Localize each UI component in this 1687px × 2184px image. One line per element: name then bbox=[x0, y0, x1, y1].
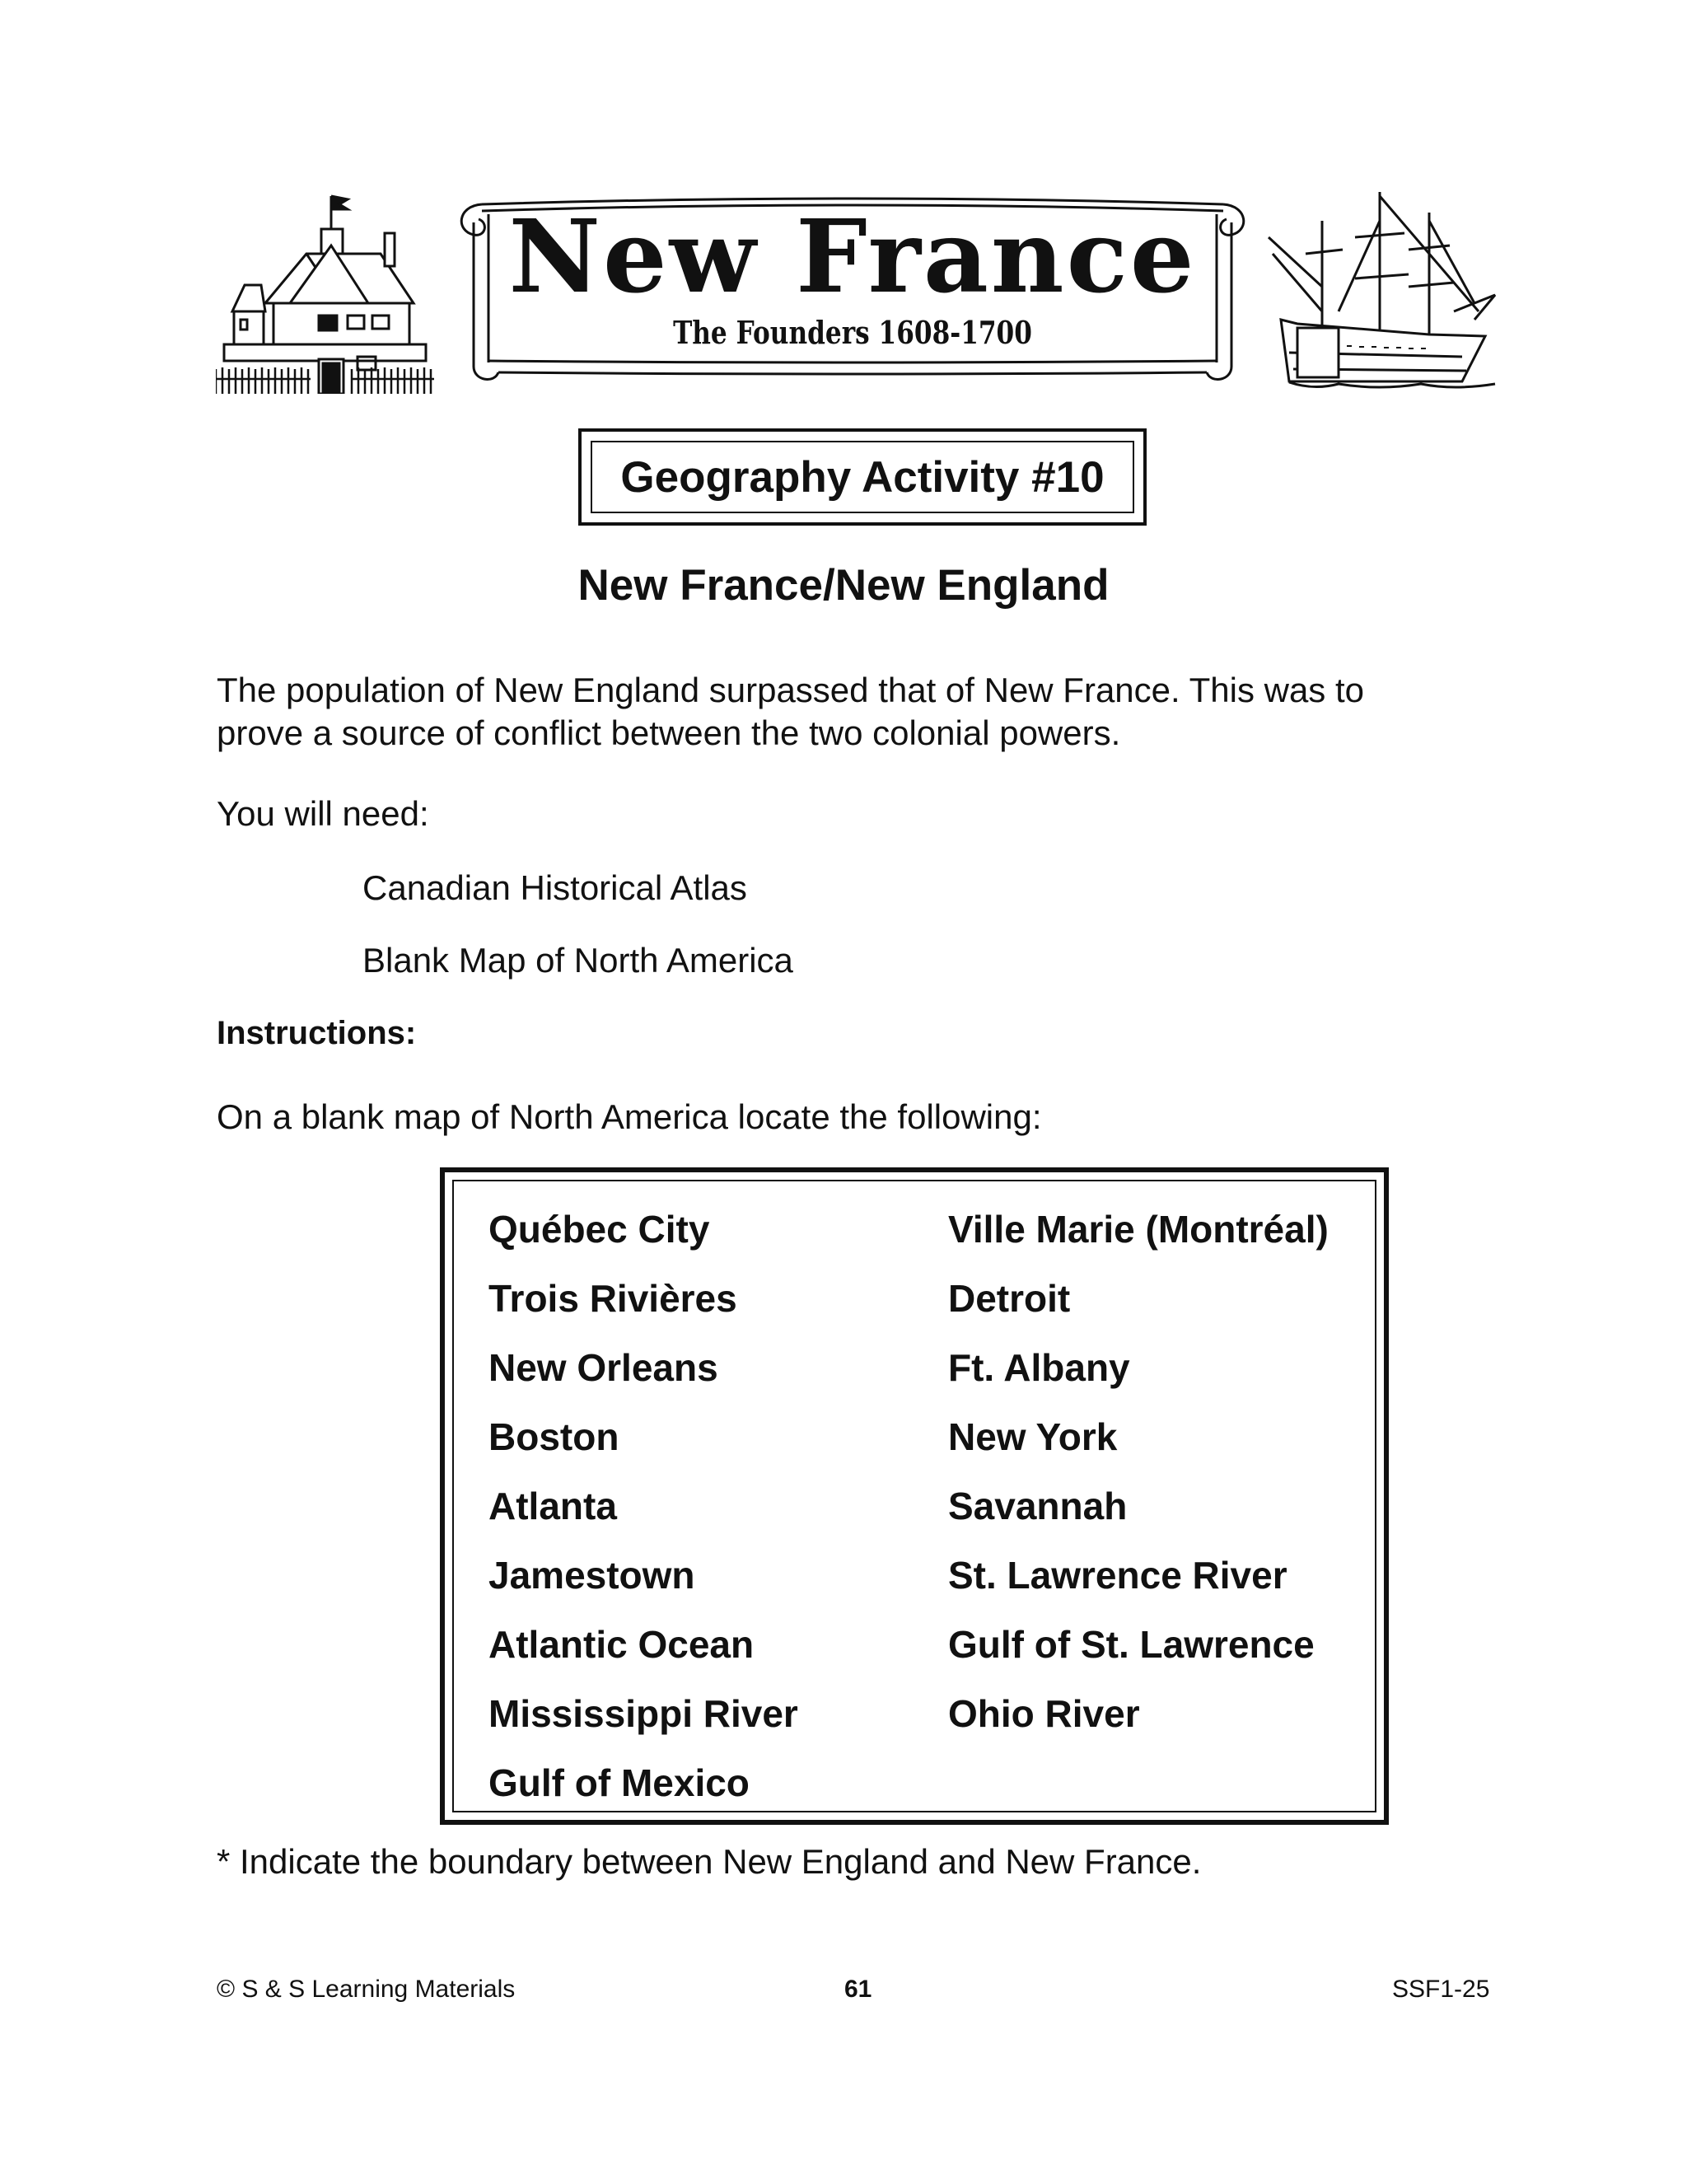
page-number: 61 bbox=[844, 1976, 872, 2003]
location-item: Trois Rivières bbox=[488, 1277, 737, 1320]
location-item: Jamestown bbox=[488, 1554, 695, 1597]
needs-heading: You will need: bbox=[217, 794, 429, 833]
location-item: Mississippi River bbox=[488, 1692, 798, 1735]
instructions-heading: Instructions: bbox=[217, 1015, 417, 1051]
intro-line-1: The population of New England surpassed that of New France. This was to bbox=[217, 671, 1364, 709]
house-illustration bbox=[216, 188, 438, 394]
location-item: New Orleans bbox=[488, 1346, 718, 1389]
needs-item: Blank Map of North America bbox=[362, 941, 793, 980]
product-code: SSF1-25 bbox=[1392, 1976, 1490, 2003]
intro-line-2: prove a source of conflict between the two colonial powers. bbox=[217, 713, 1121, 752]
location-item: Ville Marie (Montréal) bbox=[948, 1208, 1329, 1251]
location-item: St. Lawrence River bbox=[948, 1554, 1287, 1597]
location-item: Gulf of St. Lawrence bbox=[948, 1623, 1315, 1666]
needs-item: Canadian Historical Atlas bbox=[362, 868, 747, 907]
location-item: Ohio River bbox=[948, 1692, 1140, 1735]
ship-illustration bbox=[1264, 188, 1499, 394]
location-item: Gulf of Mexico bbox=[488, 1761, 750, 1804]
locations-left-column bbox=[488, 1204, 798, 1827]
location-item: Québec City bbox=[488, 1208, 710, 1251]
instructions-text: On a blank map of North America locate the following: bbox=[217, 1097, 1042, 1136]
location-item: New York bbox=[948, 1415, 1118, 1458]
banner-title: New France bbox=[508, 197, 1197, 316]
page-subtitle: New France/New England bbox=[577, 561, 1110, 610]
activity-label-box bbox=[578, 428, 1147, 526]
locations-list-box bbox=[440, 1167, 1389, 1825]
location-item: Atlantic Ocean bbox=[488, 1623, 755, 1666]
title-scroll-banner bbox=[449, 189, 1256, 387]
location-item: Boston bbox=[488, 1415, 619, 1458]
boundary-note: * Indicate the boundary between New England and New France. bbox=[217, 1842, 1202, 1881]
location-item: Detroit bbox=[948, 1277, 1071, 1320]
location-item: Atlanta bbox=[488, 1485, 617, 1527]
banner-subtitle: The Founders 1608-1700 bbox=[673, 314, 1032, 351]
location-item: Savannah bbox=[948, 1485, 1128, 1527]
footer-copyright: © S & S Learning Materials bbox=[217, 1976, 516, 2003]
locations-right-column bbox=[948, 1204, 1329, 1758]
location-item: Ft. Albany bbox=[948, 1346, 1130, 1389]
activity-label: Geography Activity #10 bbox=[591, 441, 1134, 513]
